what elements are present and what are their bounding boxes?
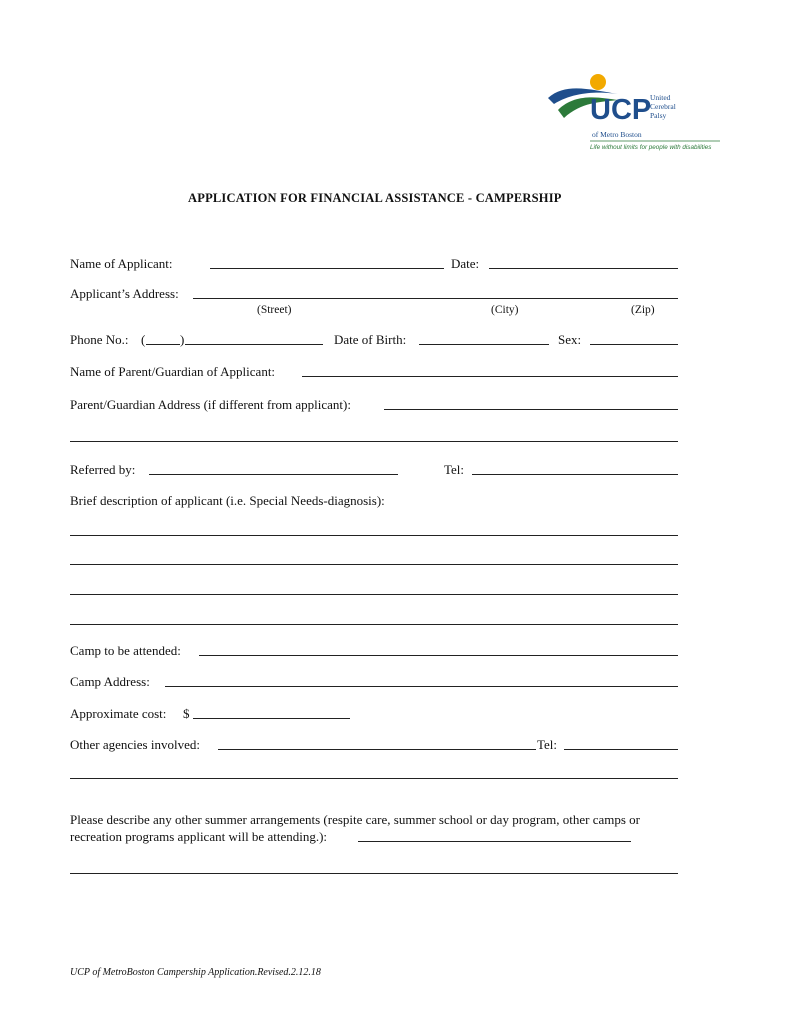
cost-label: Approximate cost: bbox=[70, 706, 167, 721]
description-line-2[interactable] bbox=[70, 564, 678, 565]
logo-name-line-2: Cerebral bbox=[650, 102, 676, 111]
agencies-tel-label: Tel: bbox=[537, 737, 558, 752]
sex-field[interactable] bbox=[590, 344, 678, 345]
summer-label-line-2: recreation programs applicant will be attending.): bbox=[70, 829, 328, 844]
name-field[interactable] bbox=[210, 268, 444, 269]
guardian-field[interactable] bbox=[302, 376, 678, 377]
phone-label: Phone No.: bbox=[70, 332, 129, 347]
description-line-3[interactable] bbox=[70, 594, 678, 595]
address-label: Applicant’s Address: bbox=[70, 286, 179, 301]
phone-area-field[interactable] bbox=[146, 344, 180, 345]
logo-name-line-3: Palsy bbox=[650, 111, 667, 120]
summer-field-line-2[interactable] bbox=[70, 873, 678, 874]
agencies-field-line-2[interactable] bbox=[70, 778, 678, 779]
referred-field[interactable] bbox=[149, 474, 398, 475]
logo-brand: UCP bbox=[590, 94, 652, 126]
camp-field[interactable] bbox=[199, 655, 678, 656]
agencies-field[interactable] bbox=[218, 749, 536, 750]
zip-hint: (Zip) bbox=[631, 304, 655, 316]
guardian-label: Name of Parent/Guardian of Applicant: bbox=[70, 364, 276, 379]
footer-note: UCP of MetroBoston Campership Application.Revised.2.12.18 bbox=[70, 967, 321, 978]
camp-address-label: Camp Address: bbox=[70, 674, 150, 689]
dob-label: Date of Birth: bbox=[334, 332, 407, 347]
referred-tel-field[interactable] bbox=[472, 474, 678, 475]
guardian-address-label: Parent/Guardian Address (if different from applicant): bbox=[70, 397, 351, 412]
logo-name-line-1: United bbox=[650, 93, 671, 102]
street-hint: (Street) bbox=[257, 304, 292, 316]
date-field[interactable] bbox=[489, 268, 678, 269]
ucp-logo bbox=[546, 70, 736, 160]
phone-area-close: ) bbox=[180, 332, 185, 347]
description-line-1[interactable] bbox=[70, 535, 678, 536]
referred-tel-label: Tel: bbox=[444, 462, 465, 477]
cost-currency: $ bbox=[183, 706, 190, 721]
phone-number-field[interactable] bbox=[185, 344, 323, 345]
address-field[interactable] bbox=[193, 298, 678, 299]
dob-field[interactable] bbox=[419, 344, 549, 345]
agencies-tel-field[interactable] bbox=[564, 749, 678, 750]
date-label: Date: bbox=[451, 256, 480, 271]
guardian-address-field-line-2[interactable] bbox=[70, 441, 678, 442]
sun-icon bbox=[590, 74, 606, 90]
camp-address-field[interactable] bbox=[165, 686, 678, 687]
guardian-address-field[interactable] bbox=[384, 409, 678, 410]
form-title: APPLICATION FOR FINANCIAL ASSISTANCE - CAMPERSHIP bbox=[188, 191, 562, 205]
cost-field[interactable] bbox=[193, 718, 350, 719]
logo-tagline: Life without limits for people with disabilities bbox=[590, 144, 712, 151]
camp-label: Camp to be attended: bbox=[70, 643, 181, 658]
description-label: Brief description of applicant (i.e. Special Needs-diagnosis): bbox=[70, 493, 385, 508]
referred-label: Referred by: bbox=[70, 462, 136, 477]
phone-area-open: ( bbox=[141, 332, 146, 347]
description-line-4[interactable] bbox=[70, 624, 678, 625]
summer-label-line-1: Please describe any other summer arrangements (respite care, summer school or day program, other camps or bbox=[70, 812, 640, 827]
logo-region: of Metro Boston bbox=[592, 130, 642, 139]
agencies-label: Other agencies involved: bbox=[70, 737, 200, 752]
name-label: Name of Applicant: bbox=[70, 256, 173, 271]
ucp-logo-graphic bbox=[546, 70, 736, 160]
sex-label: Sex: bbox=[558, 332, 582, 347]
summer-field[interactable] bbox=[358, 841, 631, 842]
city-hint: (City) bbox=[491, 304, 519, 316]
